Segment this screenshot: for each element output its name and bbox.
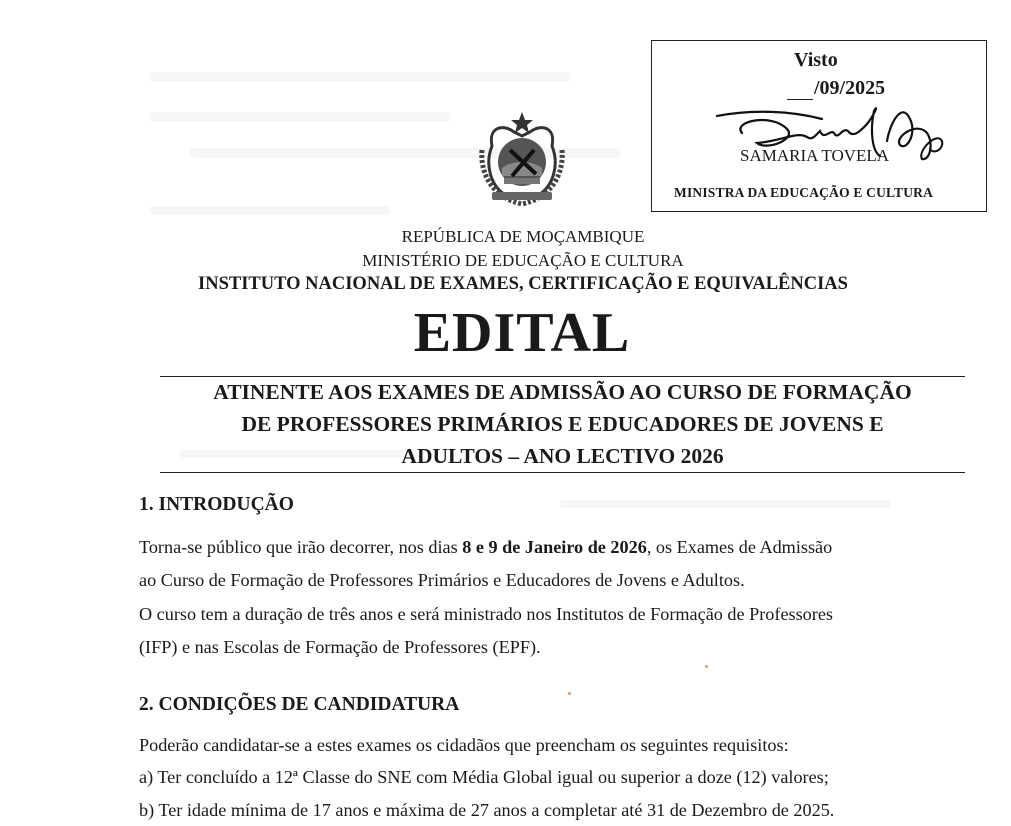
intro-paragraph-line-4: (IFP) e nas Escolas de Formação de Professores (EPF). — [139, 637, 541, 657]
bleed-through-mark — [150, 206, 390, 215]
bleed-through-mark — [560, 500, 890, 508]
header-institute: INSTITUTO NACIONAL DE EXAMES, CERTIFICAÇÃO E EQUIVALÊNCIAS — [198, 274, 848, 294]
section-heading-introduction: 1. INTRODUÇÃO — [139, 494, 294, 515]
exam-dates: 8 e 9 de Janeiro de 2026 — [462, 537, 647, 557]
document-subtitle — [140, 376, 985, 472]
paper-speck — [568, 692, 571, 695]
approval-date: /09/2025 — [787, 77, 885, 100]
intro-paragraph-line-3: O curso tem a duração de três anos e será ministrado nos Institutos de Formação de Professores — [139, 604, 833, 624]
requirement-a: a) Ter concluído a 12ª Classe do SNE com Média Global igual ou superior a doze (12) valores; — [139, 767, 829, 787]
header-republic: REPÚBLICA DE MOÇAMBIQUE — [401, 227, 645, 246]
conditions-intro: Poderão candidatar-se a estes exames os cidadãos que preencham os seguintes requisitos: — [139, 735, 789, 755]
subtitle-line-1: ATINENTE AOS EXAMES DE ADMISSÃO AO CURSO DE FORMAÇÃO — [213, 380, 912, 404]
bottom-divider — [160, 472, 965, 473]
paper-speck — [705, 665, 708, 668]
subtitle-line-2: DE PROFESSORES PRIMÁRIOS E EDUCADORES DE JOVENS E — [241, 412, 884, 436]
document-title: EDITAL — [413, 302, 631, 364]
requirement-b: b) Ter idade mínima de 17 anos e máxima de 27 anos a completar até 31 de Dezembro de 2025. — [139, 800, 835, 820]
header-ministry: MINISTÉRIO DE EDUCAÇÃO E CULTURA — [362, 251, 684, 270]
national-emblem-icon — [474, 106, 570, 210]
section-heading-conditions: 2. CONDIÇÕES DE CANDIDATURA — [139, 694, 460, 715]
approval-title: Visto — [794, 49, 838, 71]
signatory-role: MINISTRA DA EDUCAÇÃO E CULTURA — [674, 185, 934, 200]
bleed-through-mark — [150, 112, 450, 122]
bleed-through-mark — [150, 72, 570, 82]
subtitle-line-3: ADULTOS – ANO LECTIVO 2026 — [401, 444, 724, 468]
signatory-name: SAMARIA TOVELA — [740, 146, 890, 165]
approval-stamp-box — [651, 40, 987, 212]
intro-paragraph-line-2: ao Curso de Formação de Professores Primários e Educadores de Jovens e Adultos. — [139, 570, 745, 590]
intro-paragraph-line-1: Torna-se público que irão decorrer, nos dias 8 e 9 de Janeiro de 2026, os Exames de Admissão — [139, 537, 833, 557]
